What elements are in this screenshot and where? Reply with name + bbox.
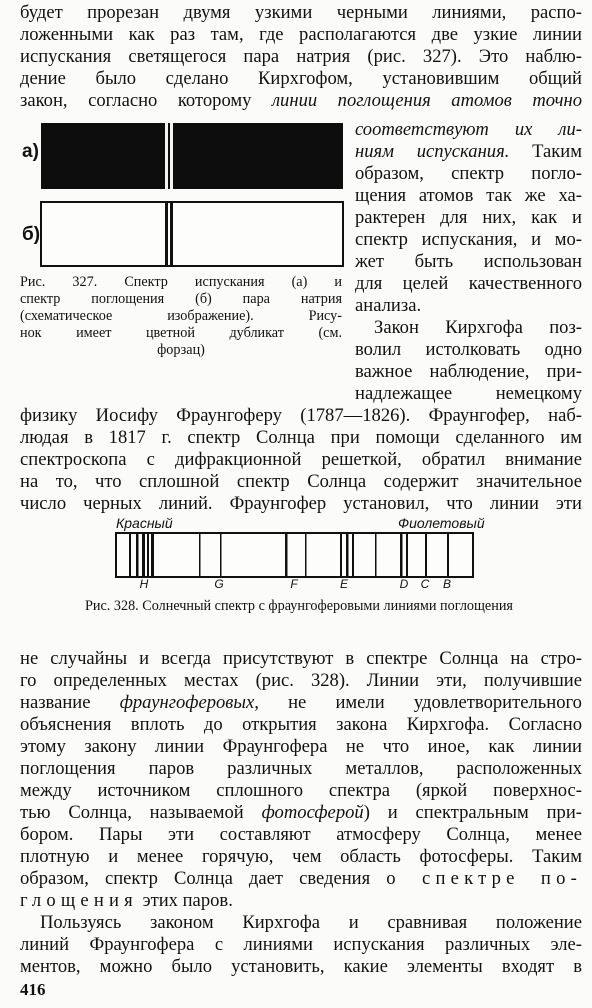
fraunhofer-letter: D [399,577,409,591]
text-line: надлежащее немецкому [355,383,582,404]
fraunhofer-line [400,533,403,577]
figure-327-caption-line: нок имеет цветной дубликат (см. [20,325,342,341]
fraunhofer-line [129,533,131,577]
text-line: спектроскопа с дифракционной решеткой, обратил внимание [20,449,582,470]
text-line: людая в 1817 г. спектр Солнца при помощи сделанного им [20,427,582,448]
solar-spectrum-band [116,533,473,577]
text-run-spaced: о спектре по- [386,868,582,889]
text-run-spaced: глощения [20,890,138,911]
fraunhofer-line [136,533,139,577]
text-run: название [20,692,91,713]
text-run: ) и спектральным при- [363,802,582,823]
text-run-italic: фотосферой [261,802,364,823]
fraunhofer-line [352,533,354,577]
figure-327-caption-line: спектр поглощения (б) пара натрия [20,291,342,307]
figure-327-caption-line: Рис. 327. Спектр испускания (а) и [20,274,342,290]
text-line-italic: соответствуют их ли- [355,119,582,140]
text-line: дение было сделано Кирхгофом, установившим общий [20,68,582,89]
text-line: го определенных местах (рис. 328). Линии эти, получившие [20,670,582,691]
fraunhofer-line [285,533,288,577]
text-line: линий Фраунгофера с линиями испускания различных эле- [20,934,582,955]
text-line [20,890,582,912]
text-line: между источником сплошного спектра (яркой поверхнос- [20,780,582,801]
text-line: число черных линий. Фраунгофер установил, что линии эти [20,493,582,514]
text-line: плотную и менее горячую, чем область фотосферы. Таким [20,846,582,867]
text-line: будет прорезан двумя узкими черными линиями, распо- [20,2,582,23]
text-line: на то, что сплошной спектр Солнца содержит значительное [20,471,582,492]
text-run: Таким [532,141,582,162]
text-run: не имели удовлетворительного [288,692,582,713]
text-line: анализа. [355,295,422,316]
text-line [20,802,582,824]
figure-327-caption-line: форзац) [157,342,205,358]
fraunhofer-line [151,533,154,577]
fraunhofer-letter: C [420,577,430,591]
fraunhofer-line [220,533,222,577]
text-line: ложенными как раз там, где располагаются две узкие линии [20,24,582,45]
fraunhofer-line [425,533,427,577]
text-line: важное наблюдение, при- [355,361,582,382]
figure-label-a: а) [22,141,39,162]
text-run: закон, согласно которому [20,90,252,111]
text-run: тью Солнца, называемой [20,802,244,823]
text-run-italic: фраунгоферовых, [119,692,259,713]
text-line [20,868,582,890]
fraunhofer-line [142,533,145,577]
text-line: бором. Пары эти составляют атмосферу Солнца, менее [20,824,582,845]
text-line: ментов, можно было установить, какие элементы входят в [20,956,582,977]
fraunhofer-letter: H [139,577,149,591]
text-line: объяснения вплоть до открытия закона Кирхгофа. Согласно [20,714,582,735]
page-number: 416 [20,980,46,999]
text-line: не случайны и всегда присутствуют в спектре Солнца на стро- [20,648,582,669]
text-run-italic: линии поглощения атомов точно [271,90,582,111]
fraunhofer-line [147,533,149,577]
fraunhofer-letter: F [290,577,298,591]
text-line: Пользуясь законом Кирхгофа и сравнивая положение [40,912,582,933]
text-line: жет быть использован [355,251,582,272]
fraunhofer-letter: B [442,577,452,591]
text-run-group [262,802,582,823]
text-line: волил истолковать одно [355,339,582,360]
fraunhofer-line [305,533,307,577]
figure-328-caption: Рис. 328. Солнечный спектр с фраунгоферовыми линиями поглощения [85,598,513,614]
fraunhofer-line [375,533,377,577]
text-line: щения атомов так же ха- [355,185,582,206]
text-line: этому закону линии Фраунгофера не что иное, как линии [20,736,582,757]
text-line: рактерен для них, как и [355,207,582,228]
text-line: для целей качественного [355,273,582,294]
text-run: образом, спектр Солнца дает сведения [20,868,371,889]
text-run-italic: ниям испускания. [355,141,510,162]
text-line: физику Иосифу Фраунгоферу (1787—1826). Фраунгофер, наб- [20,405,582,426]
fraunhofer-letter: G [214,577,224,591]
text-run: этих паров. [142,890,233,911]
figure-label-b: б) [22,224,41,245]
text-line [20,692,582,714]
fraunhofer-line [346,533,349,577]
spectrum-label-violet: Фиолетовый [398,515,485,531]
text-line: Закон Кирхгофа поз- [374,317,582,338]
text-line: испускания светящегося пара натрия (рис. 327). Это наблю- [20,46,582,67]
fraunhofer-line [406,533,408,577]
fraunhofer-line [199,533,201,577]
fraunhofer-line [340,533,342,577]
fraunhofer-letter: E [339,577,349,591]
figure-327-caption-line: (схематическое изображение). Рису- [20,308,342,324]
text-line: образом, спектр погло- [355,163,582,184]
text-line: поглощения паров различных металлов, расположенных [20,758,582,779]
spectrum-label-red: Красный [116,515,173,531]
text-line: спектр испускания, и мо- [355,229,582,250]
fraunhofer-line [447,533,449,577]
